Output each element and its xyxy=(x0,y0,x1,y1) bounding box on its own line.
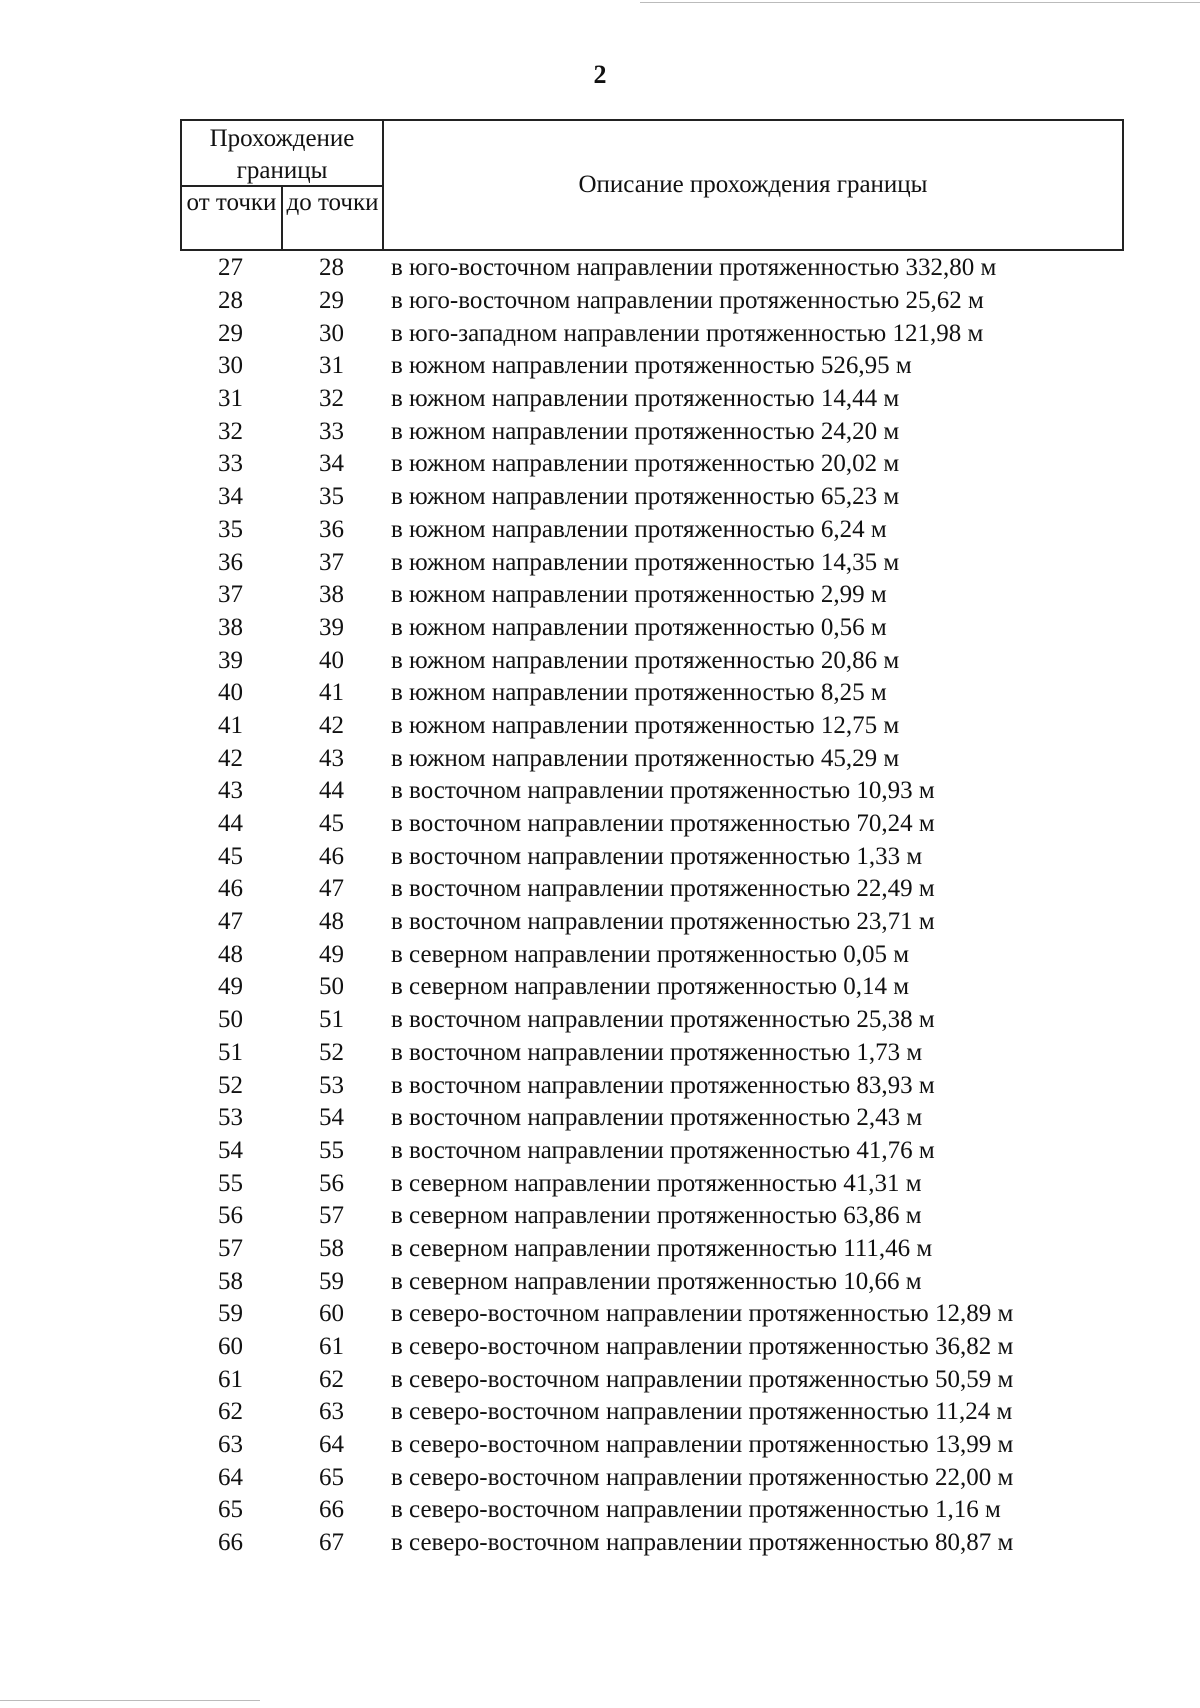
table-row xyxy=(180,546,1124,579)
table-row xyxy=(180,1363,1124,1396)
table-row xyxy=(180,1527,1124,1560)
description-cell: в южном направлении протяженностью 20,02 м xyxy=(391,450,900,478)
description-cell: в восточном направлении протяженностью 10,93 м xyxy=(391,777,935,805)
from-point-cell: 34 xyxy=(218,483,243,511)
header-description: Описание прохождения границы xyxy=(578,171,928,198)
table-row xyxy=(180,514,1124,547)
to-point-cell: 42 xyxy=(319,711,344,739)
table-row xyxy=(180,710,1124,743)
from-point-cell: 28 xyxy=(218,287,243,315)
header-boundary-passage: Прохождение границы xyxy=(182,121,384,187)
table-row xyxy=(180,415,1124,448)
description-cell: в юго-восточном направлении протяженностью 25,62 м xyxy=(391,287,984,315)
header-to-point: до точки xyxy=(283,187,384,251)
table-row xyxy=(180,252,1124,285)
from-point-cell: 58 xyxy=(218,1267,243,1295)
from-point-cell: 46 xyxy=(218,875,243,903)
from-point-cell: 64 xyxy=(218,1463,243,1491)
table-row xyxy=(180,350,1124,383)
boundary-table xyxy=(180,119,1124,1560)
from-point-cell: 52 xyxy=(218,1071,243,1099)
description-cell: в северном направлении протяженностью 41,31 м xyxy=(391,1169,922,1197)
table-row xyxy=(180,1298,1124,1331)
table-row xyxy=(180,612,1124,645)
to-point-cell: 67 xyxy=(319,1529,344,1557)
table-row xyxy=(180,1396,1124,1429)
description-cell: в восточном направлении протяженностью 23,71 м xyxy=(391,908,935,936)
from-point-cell: 56 xyxy=(218,1202,243,1230)
description-cell: в восточном направлении протяженностью 2,43 м xyxy=(391,1104,923,1132)
description-cell: в южном направлении протяженностью 14,35 м xyxy=(391,548,900,576)
to-point-cell: 49 xyxy=(319,940,344,968)
from-point-cell: 51 xyxy=(218,1038,243,1066)
description-cell: в восточном направлении протяженностью 1,73 м xyxy=(391,1038,923,1066)
from-point-cell: 27 xyxy=(218,254,243,282)
description-cell: в восточном направлении протяженностью 41,76 м xyxy=(391,1136,935,1164)
to-point-cell: 32 xyxy=(319,385,344,413)
table-row xyxy=(180,1233,1124,1266)
to-point-cell: 28 xyxy=(319,254,344,282)
to-point-cell: 38 xyxy=(319,581,344,609)
to-point-cell: 56 xyxy=(319,1169,344,1197)
from-point-cell: 42 xyxy=(218,744,243,772)
description-cell: в северном направлении протяженностью 63,86 м xyxy=(391,1202,922,1230)
from-point-cell: 55 xyxy=(218,1169,243,1197)
to-point-cell: 35 xyxy=(319,483,344,511)
from-point-cell: 39 xyxy=(218,646,243,674)
table-row xyxy=(180,1200,1124,1233)
to-point-cell: 31 xyxy=(319,352,344,380)
description-cell: в южном направлении протяженностью 0,56 м xyxy=(391,613,887,641)
from-point-cell: 36 xyxy=(218,548,243,576)
from-point-cell: 48 xyxy=(218,940,243,968)
to-point-cell: 46 xyxy=(319,842,344,870)
description-cell: в южном направлении протяженностью 526,95 м xyxy=(391,352,912,380)
description-cell: в южном направлении протяженностью 8,25 м xyxy=(391,679,887,707)
from-point-cell: 65 xyxy=(218,1496,243,1524)
from-point-cell: 50 xyxy=(218,1006,243,1034)
description-cell: в северо-восточном направлении протяженностью 1,16 м xyxy=(391,1496,1001,1524)
from-point-cell: 53 xyxy=(218,1104,243,1132)
description-cell: в северо-восточном направлении протяженностью 50,59 м xyxy=(391,1365,1014,1393)
to-point-cell: 66 xyxy=(319,1496,344,1524)
table-row xyxy=(180,1429,1124,1462)
to-point-cell: 41 xyxy=(319,679,344,707)
description-cell: в северо-восточном направлении протяженностью 12,89 м xyxy=(391,1300,1014,1328)
table-row xyxy=(180,873,1124,906)
from-point-cell: 45 xyxy=(218,842,243,870)
table-header xyxy=(180,119,1124,251)
table-row xyxy=(180,1331,1124,1364)
to-point-cell: 39 xyxy=(319,613,344,641)
table-row xyxy=(180,677,1124,710)
from-point-cell: 31 xyxy=(218,385,243,413)
to-point-cell: 34 xyxy=(319,450,344,478)
from-point-cell: 47 xyxy=(218,908,243,936)
description-cell: в северо-восточном направлении протяженностью 22,00 м xyxy=(391,1463,1014,1491)
from-point-cell: 35 xyxy=(218,515,243,543)
to-point-cell: 53 xyxy=(319,1071,344,1099)
to-point-cell: 30 xyxy=(319,319,344,347)
table-row xyxy=(180,808,1124,841)
from-point-cell: 41 xyxy=(218,711,243,739)
header-from-point: от точки xyxy=(182,187,283,251)
scan-line-top xyxy=(640,2,1200,3)
table-row xyxy=(180,1167,1124,1200)
table-row xyxy=(180,285,1124,318)
table-row xyxy=(180,971,1124,1004)
table-row xyxy=(180,1069,1124,1102)
from-point-cell: 49 xyxy=(218,973,243,1001)
description-cell: в северном направлении протяженностью 0,05 м xyxy=(391,940,910,968)
table-row xyxy=(180,448,1124,481)
description-cell: в восточном направлении протяженностью 70,24 м xyxy=(391,810,935,838)
description-cell: в южном направлении протяженностью 24,20 м xyxy=(391,417,900,445)
table-body xyxy=(180,251,1124,1560)
to-point-cell: 52 xyxy=(319,1038,344,1066)
table-row xyxy=(180,1004,1124,1037)
description-cell: в юго-западном направлении протяженностью 121,98 м xyxy=(391,319,984,347)
description-cell: в восточном направлении протяженностью 22,49 м xyxy=(391,875,935,903)
table-row xyxy=(180,1037,1124,1070)
table-row xyxy=(180,579,1124,612)
description-cell: в северо-восточном направлении протяженностью 36,82 м xyxy=(391,1333,1014,1361)
description-cell: в северном направлении протяженностью 0,14 м xyxy=(391,973,910,1001)
table-row xyxy=(180,1265,1124,1298)
scan-line-bottom xyxy=(0,1700,260,1701)
description-cell: в юго-восточном направлении протяженностью 332,80 м xyxy=(391,254,997,282)
to-point-cell: 36 xyxy=(319,515,344,543)
to-point-cell: 33 xyxy=(319,417,344,445)
to-point-cell: 61 xyxy=(319,1333,344,1361)
table-row xyxy=(180,383,1124,416)
from-point-cell: 63 xyxy=(218,1431,243,1459)
page-number: 2 xyxy=(593,60,607,89)
description-cell: в северо-восточном направлении протяженностью 13,99 м xyxy=(391,1431,1014,1459)
to-point-cell: 47 xyxy=(319,875,344,903)
from-point-cell: 33 xyxy=(218,450,243,478)
table-row xyxy=(180,317,1124,350)
table-row xyxy=(180,1135,1124,1168)
table-row xyxy=(180,775,1124,808)
from-point-cell: 60 xyxy=(218,1333,243,1361)
description-cell: в южном направлении протяженностью 45,29 м xyxy=(391,744,900,772)
from-point-cell: 32 xyxy=(218,417,243,445)
to-point-cell: 50 xyxy=(319,973,344,1001)
description-cell: в южном направлении протяженностью 65,23 м xyxy=(391,483,900,511)
table-row xyxy=(180,644,1124,677)
to-point-cell: 48 xyxy=(319,908,344,936)
from-point-cell: 40 xyxy=(218,679,243,707)
description-cell: в восточном направлении протяженностью 1,33 м xyxy=(391,842,923,870)
description-cell: в северном направлении протяженностью 111,46 м xyxy=(391,1234,933,1262)
description-cell: в северо-восточном направлении протяженностью 11,24 м xyxy=(391,1398,1013,1426)
table-row xyxy=(180,481,1124,514)
to-point-cell: 58 xyxy=(319,1234,344,1262)
description-cell: в южном направлении протяженностью 20,86 м xyxy=(391,646,900,674)
description-cell: в южном направлении протяженностью 12,75 м xyxy=(391,711,900,739)
to-point-cell: 40 xyxy=(319,646,344,674)
to-point-cell: 37 xyxy=(319,548,344,576)
description-cell: в восточном направлении протяженностью 83,93 м xyxy=(391,1071,935,1099)
to-point-cell: 63 xyxy=(319,1398,344,1426)
from-point-cell: 62 xyxy=(218,1398,243,1426)
description-cell: в южном направлении протяженностью 6,24 м xyxy=(391,515,887,543)
description-cell: в южном направлении протяженностью 2,99 м xyxy=(391,581,887,609)
description-cell: в северо-восточном направлении протяженностью 80,87 м xyxy=(391,1529,1014,1557)
description-cell: в северном направлении протяженностью 10,66 м xyxy=(391,1267,922,1295)
from-point-cell: 54 xyxy=(218,1136,243,1164)
table-row xyxy=(180,742,1124,775)
from-point-cell: 66 xyxy=(218,1529,243,1557)
to-point-cell: 60 xyxy=(319,1300,344,1328)
to-point-cell: 43 xyxy=(319,744,344,772)
to-point-cell: 45 xyxy=(319,810,344,838)
from-point-cell: 38 xyxy=(218,613,243,641)
to-point-cell: 29 xyxy=(319,287,344,315)
table-row xyxy=(180,1102,1124,1135)
to-point-cell: 64 xyxy=(319,1431,344,1459)
table-row xyxy=(180,1494,1124,1527)
table-row xyxy=(180,906,1124,939)
from-point-cell: 61 xyxy=(218,1365,243,1393)
to-point-cell: 59 xyxy=(319,1267,344,1295)
to-point-cell: 57 xyxy=(319,1202,344,1230)
to-point-cell: 54 xyxy=(319,1104,344,1132)
from-point-cell: 30 xyxy=(218,352,243,380)
table-row xyxy=(180,938,1124,971)
from-point-cell: 57 xyxy=(218,1234,243,1262)
to-point-cell: 44 xyxy=(319,777,344,805)
description-cell: в южном направлении протяженностью 14,44 м xyxy=(391,385,900,413)
table-row xyxy=(180,840,1124,873)
description-cell: в восточном направлении протяженностью 25,38 м xyxy=(391,1006,935,1034)
to-point-cell: 62 xyxy=(319,1365,344,1393)
to-point-cell: 55 xyxy=(319,1136,344,1164)
to-point-cell: 51 xyxy=(319,1006,344,1034)
from-point-cell: 29 xyxy=(218,319,243,347)
from-point-cell: 44 xyxy=(218,810,243,838)
from-point-cell: 37 xyxy=(218,581,243,609)
to-point-cell: 65 xyxy=(319,1463,344,1491)
from-point-cell: 43 xyxy=(218,777,243,805)
from-point-cell: 59 xyxy=(218,1300,243,1328)
table-row xyxy=(180,1461,1124,1494)
